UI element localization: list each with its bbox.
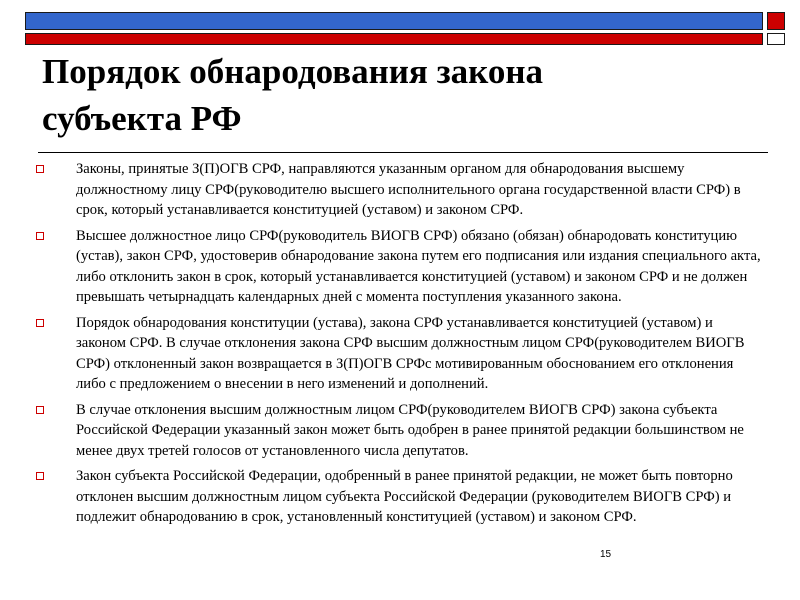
header-bar-red: [25, 33, 763, 45]
square-outline-bullet-icon: [36, 406, 44, 414]
square-outline-bullet-icon: [36, 319, 44, 327]
list-item-text: Высшее должностное лицо СРФ(руководитель ВИОГВ СРФ) обязано (обязан) обнародовать конституцию (устав), закон СРФ, удостоверив обнародование закона путем его подписания или издания специального акта, либо отклонить закон в срок, который устанавливается конституцией (уставом) и законом СРФ и не должен превышать четырнадцать календарных дней с момента поступления указанного закона.: [76, 227, 761, 305]
header-square-red: [767, 12, 785, 30]
bullet-list: [36, 159, 766, 533]
list-item: [36, 400, 766, 462]
list-item-text: Закон субъекта Российской Федерации, одобренный в ранее принятой редакции, не может быть повторно отклонен высшим должностным лицом субъекта Российской Федерации (руководителем ВИОГВ СРФ) и подлежит обнародованию в срок, установленный конституцией (уставом) и законом СРФ.: [76, 468, 733, 525]
list-item-text: В случае отклонения высшим должностным лицом СРФ(руководителем ВИОГВ СРФ) закона субъекта Российской Федерации указанный закон может быть одобрен в ранее принятой редакции большинством не менее двух третей голосов от установленного числа депутатов.: [76, 401, 744, 459]
list-item-text: Законы, принятые З(П)ОГВ СРФ, направляются указанным органом для обнародования высшему должностному лицу СРФ(руководителю высшего исполнительного органа государственной власти СРФ) в срок, который устанавливается конституцией (уставом) и законом СРФ.: [76, 161, 741, 218]
title-divider: [38, 152, 768, 153]
slide-title: [42, 48, 762, 142]
page-number: 15: [600, 549, 612, 560]
list-item: [36, 159, 766, 221]
list-item: [36, 466, 766, 528]
header-square-white: [767, 33, 785, 45]
slide-title-line-1: Порядок обнародования закона: [42, 52, 544, 91]
slide-title-line-2: субъекта РФ: [42, 99, 242, 138]
header-bar-blue: [25, 12, 763, 30]
list-item: [36, 313, 766, 395]
square-outline-bullet-icon: [36, 232, 44, 240]
list-item-text: Порядок обнародования конституции (устава), закона СРФ устанавливается конституцией (уставом) и законом СРФ. В случае отклонения закона СРФ высшим должностным лицом СРФ(руководителем ВИОГВ СРФ) отклоненный закон возвращается в З(П)ОГВ СРФс мотивированным обоснованием его отклонения либо с предложением о внесении в него изменений и дополнений.: [76, 314, 745, 392]
list-item: [36, 226, 766, 308]
square-outline-bullet-icon: [36, 165, 44, 173]
square-outline-bullet-icon: [36, 472, 44, 480]
